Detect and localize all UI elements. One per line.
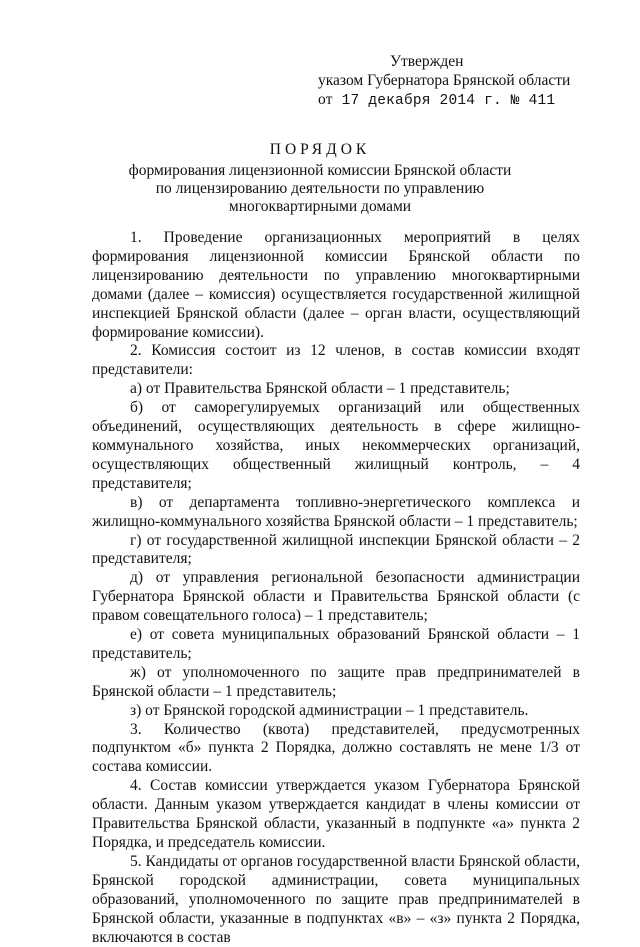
title-subtitle-line-2: по лицензированию деятельности по управлению: [155, 180, 485, 197]
paragraph-2: 2. Комиссия состоит из 12 членов, в состав комиссии входят представители:: [92, 342, 580, 379]
paragraph-5: 5. Кандидаты от органов государственной власти Брянской области, Брянской городской администрации, совета муниципальных образований, уполномоченного по защите прав предпринимателей в Брянской области, указанные в подпунктах «в» – «з» пункта 2 Порядка, включаются в состав: [92, 852, 580, 946]
paragraph-2z: з) от Брянской городской администрации – 1 представитель.: [130, 701, 529, 719]
title-heading: ПОРЯДОК: [269, 141, 371, 158]
title-subtitle-line-3: многоквартирными домами: [228, 198, 412, 215]
paragraph-2v: в) от департамента топливно-энергетического комплекса и жилищно-коммунального хозяйства Брянской области – 1 представитель;: [92, 493, 580, 530]
document-title: [60, 141, 580, 216]
approval-stamp: [318, 52, 570, 111]
approval-line-decree: указом Губернатора Брянской области: [318, 72, 571, 89]
title-subtitle-line-1: формирования лицензионной комиссии Брянской области: [128, 162, 512, 179]
approval-line-date-number: [318, 90, 570, 111]
paragraph-2g: г) от государственной жилищной инспекции Брянской области – 2 представителя;: [92, 531, 580, 568]
paragraph-4: 4. Состав комиссии утверждается указом Губернатора Брянской области. Данным указом утверждается кандидат в члены комиссии от Правительства Брянской области, указанный в подпункте «а» пункта 2 Порядка, и председатель комиссии.: [92, 777, 580, 851]
paragraph-2d: д) от управления региональной безопасности администрации Губернатора Брянской области и Правительства Брянской области (с правом совещательного голоса) – 1 представитель;: [92, 569, 580, 625]
approval-line-approved: Утвержден: [390, 53, 464, 70]
paragraph-2e: е) от совета муниципальных образований Брянской области – 1 представитель;: [92, 626, 580, 662]
paragraph-2zh: ж) от уполномоченного по защите прав предпринимателей в Брянской области – 1 представитель;: [92, 663, 580, 700]
approval-date-number-stamp: 17 декабря 2014 г. № 411: [341, 93, 556, 109]
paragraph-2a: а) от Правительства Брянской области – 1 представитель;: [130, 380, 510, 398]
paragraph-1: 1. Проведение организационных мероприятий в целях формирования лицензионной комиссии Брянской области по лицензированию деятельности по управлению многоквартирными домами (далее – комиссия) осуществляется государственной жилищной инспекцией Брянской области (далее – орган власти, осуществляющий формирование комиссии).: [92, 229, 580, 341]
paragraph-3: 3. Количество (квота) представителей, предусмотренных подпунктом «б» пункта 2 Порядка, должно составлять не мене 1/3 от состава комиссии.: [92, 720, 580, 776]
approval-date-prefix: от: [318, 91, 333, 108]
document-body: [92, 229, 580, 947]
paragraph-2b: б) от саморегулируемых организаций или общественных объединений, осуществляющих деятельность в сфере жилищно-коммунального хозяйства, иных некоммерческих организаций, осуществляющих общественный жилищный контроль, – 4 представителя;: [92, 399, 580, 492]
